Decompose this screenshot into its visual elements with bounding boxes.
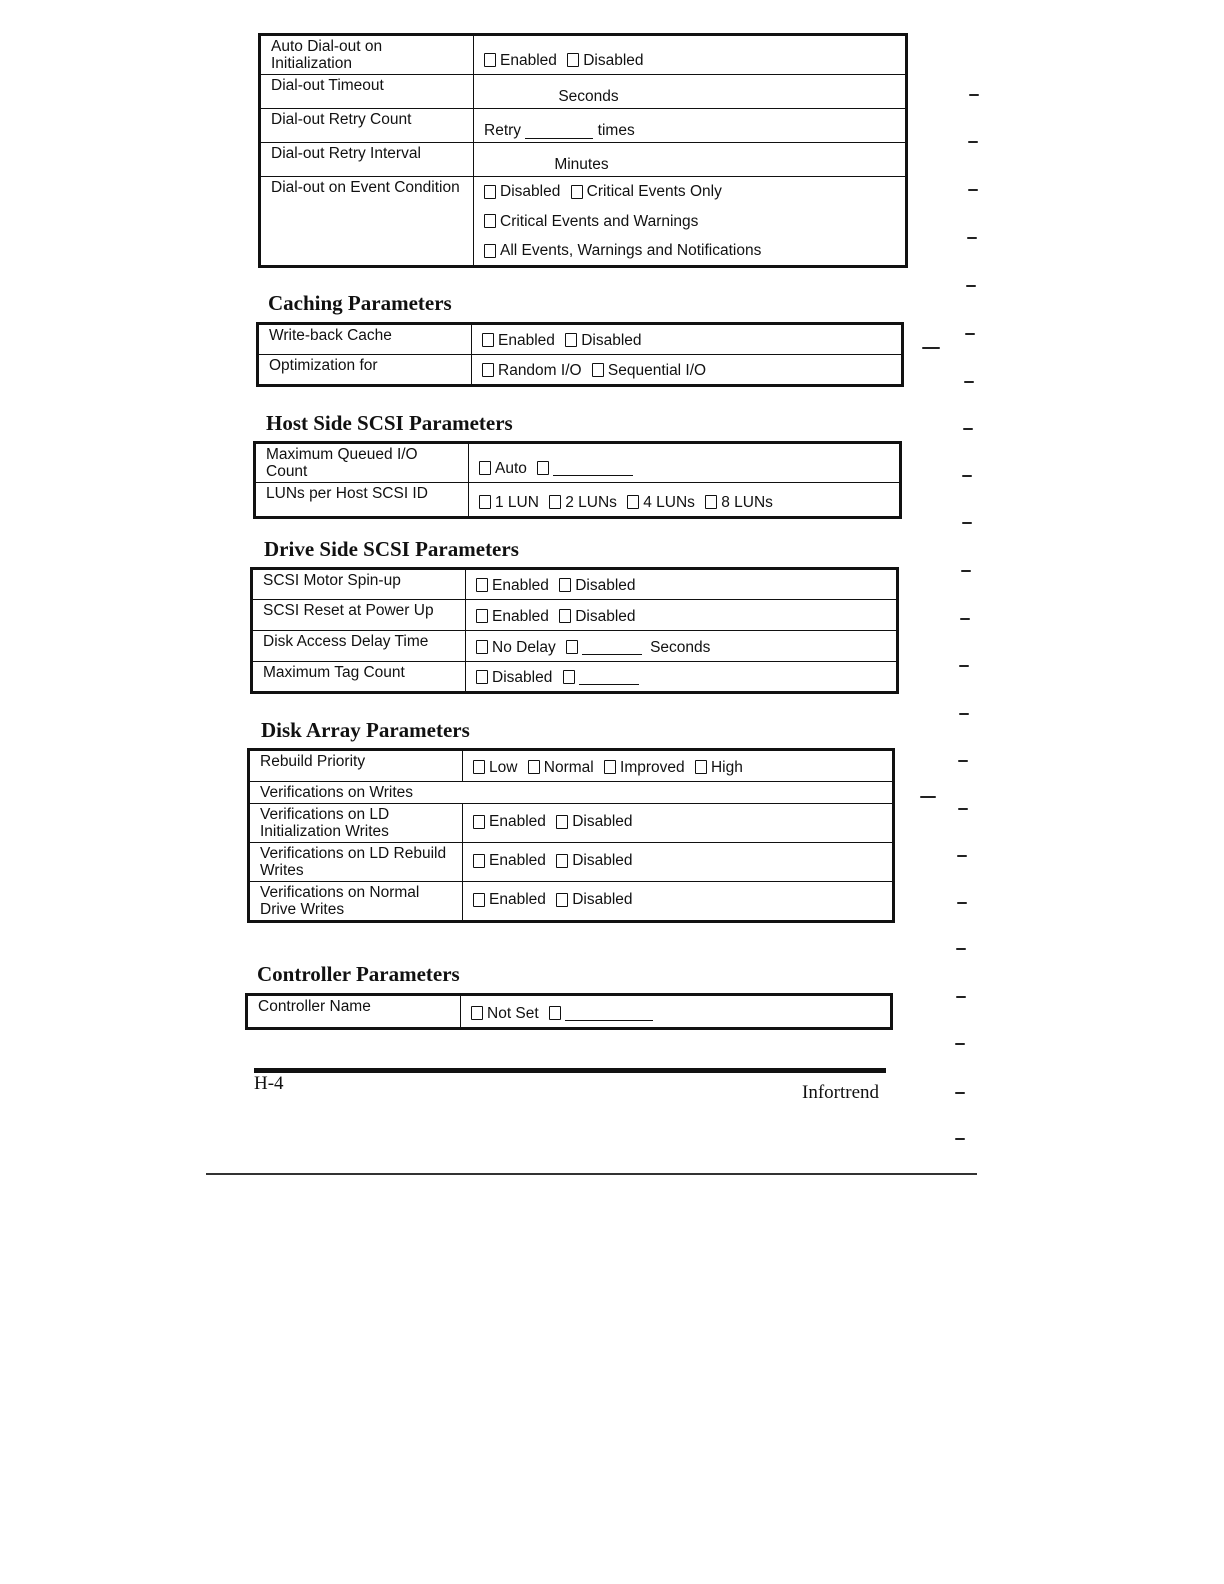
row-options: Minutes xyxy=(474,143,907,177)
row-options: Enabled Disabled xyxy=(472,324,903,355)
margin-tick xyxy=(967,237,977,239)
checkbox-disabled[interactable] xyxy=(559,609,571,623)
row-label: Verifications on LD Initialization Writes xyxy=(249,804,463,843)
checkbox-enabled[interactable] xyxy=(476,578,488,592)
table-row xyxy=(249,882,894,922)
row-label: SCSI Motor Spin-up xyxy=(252,569,466,600)
checkbox-enabled[interactable] xyxy=(484,53,496,67)
row-options: Disabled xyxy=(466,662,898,693)
margin-tick xyxy=(966,285,976,287)
checkbox-low[interactable] xyxy=(473,760,485,774)
row-options: Random I/O Sequential I/O xyxy=(472,355,903,386)
row-options: Enabled Disabled xyxy=(463,882,894,922)
checkbox-enabled[interactable] xyxy=(476,609,488,623)
margin-tick xyxy=(957,902,967,904)
margin-tick xyxy=(959,665,969,667)
checkbox-not-set[interactable] xyxy=(471,1006,483,1020)
host-scsi-table xyxy=(253,441,902,519)
checkbox-4-luns[interactable] xyxy=(627,495,639,509)
margin-tick xyxy=(957,855,967,857)
row-options: Enabled Disabled xyxy=(463,804,894,843)
margin-tick xyxy=(964,381,974,383)
table-row xyxy=(249,804,894,843)
checkbox-enabled[interactable] xyxy=(482,333,494,347)
table-row xyxy=(260,177,907,267)
table-row xyxy=(260,143,907,177)
drive-scsi-table xyxy=(250,567,899,694)
checkbox-high[interactable] xyxy=(695,760,707,774)
row-label: Verifications on LD Rebuild Writes xyxy=(249,843,463,882)
row-options: Low Normal Improved High xyxy=(463,750,894,782)
table-row xyxy=(252,631,898,662)
margin-tick xyxy=(955,1092,965,1094)
table-row xyxy=(260,109,907,143)
checkbox-custom-name[interactable] xyxy=(549,1006,561,1020)
controller-heading: Controller Parameters xyxy=(257,962,460,986)
row-options: Auto xyxy=(469,443,901,483)
margin-tick xyxy=(969,94,979,96)
checkbox-custom[interactable] xyxy=(563,670,575,684)
margin-tick xyxy=(968,141,978,143)
row-label: Write-back Cache xyxy=(258,324,472,355)
caching-table xyxy=(256,322,904,387)
blank-field[interactable] xyxy=(484,91,554,105)
row-options: Disabled Critical Events Only Critical Events and Warnings All Events, Warnings and Notifications xyxy=(474,177,907,267)
checkbox-normal[interactable] xyxy=(528,760,540,774)
checkbox-disabled[interactable] xyxy=(567,53,579,67)
margin-tick xyxy=(956,948,966,950)
tag-count-field[interactable] xyxy=(579,670,639,685)
table-row xyxy=(258,324,903,355)
checkbox-improved[interactable] xyxy=(604,760,616,774)
dialout-table xyxy=(258,33,908,268)
table-row xyxy=(255,443,901,483)
delay-value-field[interactable] xyxy=(582,640,642,655)
margin-tick xyxy=(963,428,973,430)
disk-array-table xyxy=(247,748,895,923)
row-label: Optimization for xyxy=(258,355,472,386)
table-row xyxy=(247,995,892,1029)
margin-tick xyxy=(961,570,971,572)
checkbox-custom[interactable] xyxy=(537,461,549,475)
row-label: Verifications on Normal Drive Writes xyxy=(249,882,463,922)
checkbox-2-luns[interactable] xyxy=(549,495,561,509)
footer-rule xyxy=(254,1068,886,1073)
row-label: SCSI Reset at Power Up xyxy=(252,600,466,631)
margin-tick xyxy=(968,189,978,191)
checkbox-disabled[interactable] xyxy=(559,578,571,592)
checkbox-disabled[interactable] xyxy=(565,333,577,347)
table-row xyxy=(260,75,907,109)
row-options: Seconds xyxy=(474,75,907,109)
controller-table xyxy=(245,993,893,1030)
checkbox-enabled[interactable] xyxy=(473,815,485,829)
checkbox-enabled[interactable] xyxy=(473,854,485,868)
table-row xyxy=(252,600,898,631)
table-row xyxy=(260,35,907,75)
row-options: Enabled Disabled xyxy=(466,600,898,631)
custom-value-field[interactable] xyxy=(553,461,633,476)
table-row xyxy=(249,782,894,804)
margin-tick xyxy=(955,1138,965,1140)
checkbox-disabled[interactable] xyxy=(556,854,568,868)
checkbox-random-io[interactable] xyxy=(482,363,494,377)
row-options: Retry times xyxy=(474,109,907,143)
margin-tick xyxy=(962,522,972,524)
row-options: Enabled Disabled xyxy=(466,569,898,600)
table-row xyxy=(249,843,894,882)
row-label: Controller Name xyxy=(247,995,461,1029)
checkbox-disabled[interactable] xyxy=(476,670,488,684)
caching-heading: Caching Parameters xyxy=(268,291,452,315)
row-label: Dial-out on Event Condition xyxy=(260,177,474,267)
margin-tick xyxy=(958,760,968,762)
checkbox-enabled[interactable] xyxy=(473,893,485,907)
controller-name-field[interactable] xyxy=(565,1006,653,1021)
margin-tick xyxy=(922,347,940,349)
retry-blank-field[interactable] xyxy=(525,124,593,139)
row-options: Not Set xyxy=(461,995,892,1029)
row-label: Maximum Tag Count xyxy=(252,662,466,693)
row-options: Enabled Disabled xyxy=(474,35,907,75)
checkbox-all-events[interactable] xyxy=(484,244,496,258)
margin-tick xyxy=(956,996,966,998)
checkbox-custom-delay[interactable] xyxy=(566,640,578,654)
margin-tick xyxy=(960,618,970,620)
margin-tick xyxy=(920,796,936,798)
company-name: Infortrend xyxy=(802,1082,880,1103)
checkbox-no-delay[interactable] xyxy=(476,640,488,654)
row-label: Dial-out Timeout xyxy=(260,75,474,109)
checkbox-8-luns[interactable] xyxy=(705,495,717,509)
blank-field[interactable] xyxy=(484,159,550,173)
row-label: Verifications on Writes xyxy=(249,782,894,804)
margin-tick xyxy=(955,1043,965,1045)
checkbox-critical-warnings[interactable] xyxy=(484,214,496,228)
margin-tick xyxy=(962,475,972,477)
row-label: Dial-out Retry Count xyxy=(260,109,474,143)
row-label: Dial-out Retry Interval xyxy=(260,143,474,177)
page-number: H-4 xyxy=(254,1073,284,1094)
checkbox-1-lun[interactable] xyxy=(479,495,491,509)
disk-array-heading: Disk Array Parameters xyxy=(261,718,470,742)
row-label: Auto Dial-out on Initialization xyxy=(260,35,474,75)
checkbox-disabled[interactable] xyxy=(484,185,496,199)
table-row xyxy=(258,355,903,386)
row-options: No Delay Seconds xyxy=(466,631,898,662)
row-label: Maximum Queued I/O Count xyxy=(255,443,469,483)
row-label: LUNs per Host SCSI ID xyxy=(255,483,469,518)
row-options: Enabled Disabled xyxy=(463,843,894,882)
checkbox-auto[interactable] xyxy=(479,461,491,475)
page-bottom-rule xyxy=(206,1173,977,1175)
margin-tick xyxy=(958,808,968,810)
table-row xyxy=(252,662,898,693)
margin-tick xyxy=(959,713,969,715)
checkbox-disabled[interactable] xyxy=(556,815,568,829)
row-label: Rebuild Priority xyxy=(249,750,463,782)
table-row xyxy=(249,750,894,782)
checkbox-critical-only[interactable] xyxy=(571,185,583,199)
row-label: Disk Access Delay Time xyxy=(252,631,466,662)
row-options: 1 LUN 2 LUNs 4 LUNs 8 LUNs xyxy=(469,483,901,518)
table-row xyxy=(255,483,901,518)
host-scsi-heading: Host Side SCSI Parameters xyxy=(266,411,513,435)
table-row xyxy=(252,569,898,600)
checkbox-disabled[interactable] xyxy=(556,893,568,907)
margin-tick xyxy=(965,333,975,335)
drive-scsi-heading: Drive Side SCSI Parameters xyxy=(264,537,519,561)
checkbox-sequential-io[interactable] xyxy=(592,363,604,377)
